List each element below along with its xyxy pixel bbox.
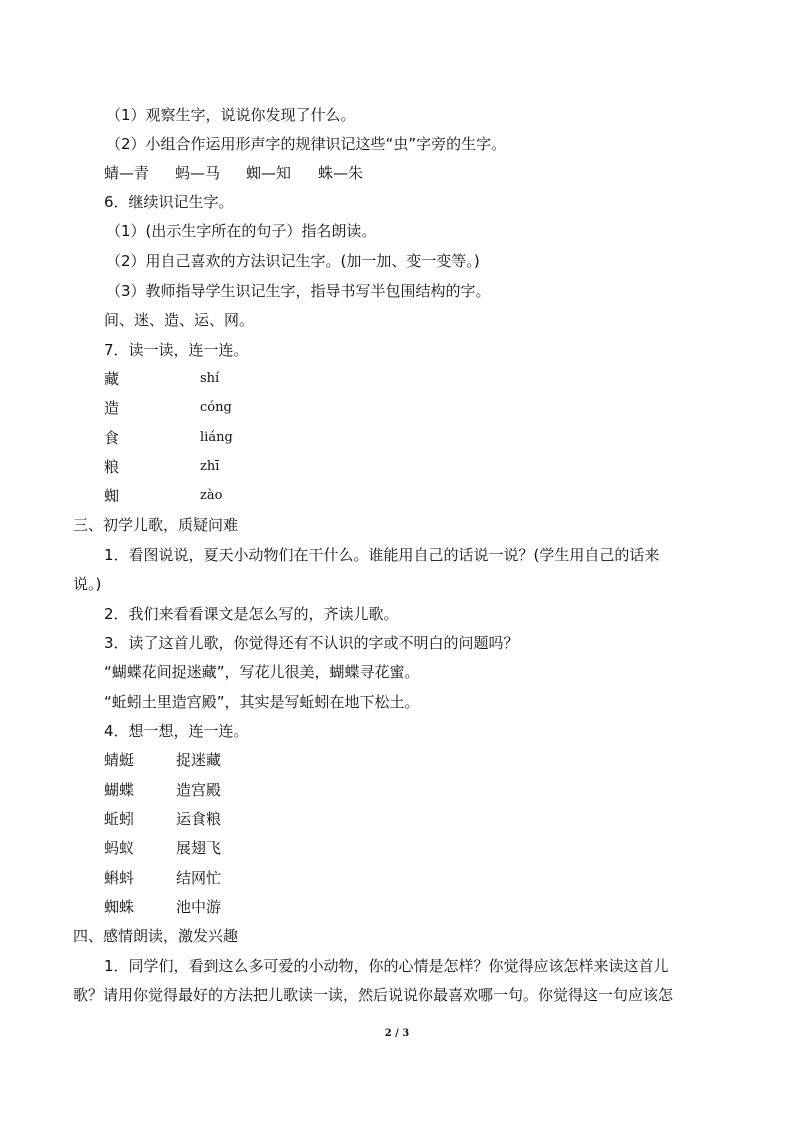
step-group-work: （2）小组合作运用形声字的规律识记这些“虫”字旁的生字。 [106,135,507,153]
page-number: 2 / 3 [384,1028,410,1039]
pair-2: 蚂—马 [175,164,221,182]
match-action: 池中游 [176,898,222,916]
section-3-p4: 4．想一想，连一连。 [104,722,249,740]
match-pinyin: zhī [200,459,220,474]
step-7-heading: 7．读一读，连一连。 [104,341,249,359]
step-6-heading: 6．继续识记生字。 [104,193,234,211]
match-animal: 蝴蝶 [104,781,135,799]
section-3-p1-cont: 说。) [73,575,102,593]
section-4-p1: 1．同学们，看到这么多可爱的小动物，你的心情是怎样？你觉得应该怎样来读这首儿 [104,957,669,975]
pair-3: 蜘—知 [246,164,292,182]
match-char: 藏 [104,370,120,388]
quote-1: “蝴蝶花间捉迷藏”，写花儿很美，蝴蝶寻花蜜。 [104,663,420,681]
match-pinyin: shí [200,371,220,386]
step-observe: （1）观察生字，说说你发现了什么。 [106,106,356,124]
match-action: 捉迷藏 [176,751,222,769]
section-3-heading: 三、初学儿歌，质疑问难 [73,516,239,534]
match-animal: 蜘蛛 [104,898,135,916]
section-3-p3: 3．读了这首儿歌，你觉得还有不认识的字或不明白的问题吗？ [104,634,519,652]
step-6-3: （3）教师指导学生识记生字，指导书写半包围结构的字。 [106,282,491,300]
match-pinyin: liáng [200,430,233,445]
match-pinyin: cóng [200,400,232,415]
match-char: 食 [104,429,120,447]
match-char: 蜘 [104,487,120,505]
section-3-p1: 1．看图说说，夏天小动物们在干什么。谁能用自己的话说一说？(学生用自己的话来 [104,546,660,564]
match-action: 造宫殿 [176,781,222,799]
pair-1: 蜻—青 [104,164,150,182]
section-4-heading: 四、感情朗读，激发兴趣 [73,927,239,945]
match-animal: 蜻蜓 [104,751,135,769]
match-animal: 蚂蚁 [104,839,135,857]
section-4-p1-cont: 歌？请用你觉得最好的方法把儿歌读一读，然后说说你最喜欢哪一句。你觉得这一句应该怎 [73,986,674,1004]
match-char: 粮 [104,458,120,476]
match-animal: 蝌蚪 [104,869,135,887]
match-animal: 蚯蚓 [104,810,135,828]
match-action: 展翅飞 [176,839,222,857]
char-list: 间、迷、造、运、网。 [104,311,255,329]
section-3-p2: 2．我们来看看课文是怎么写的，齐读儿歌。 [104,605,399,623]
step-6-1: （1）(出示生字所在的句子）指名朗读。 [106,222,377,240]
match-char: 造 [104,399,120,417]
match-action: 运食粮 [176,810,222,828]
step-6-2: （2）用自己喜欢的方法识记生字。(加一加、变一变等。) [106,252,480,270]
pair-4: 蛛—朱 [318,164,364,182]
match-action: 结网忙 [176,869,222,887]
quote-2: “蚯蚓土里造宫殿”，其实是写蚯蚓在地下松土。 [104,693,420,711]
match-pinyin: zào [200,488,223,503]
